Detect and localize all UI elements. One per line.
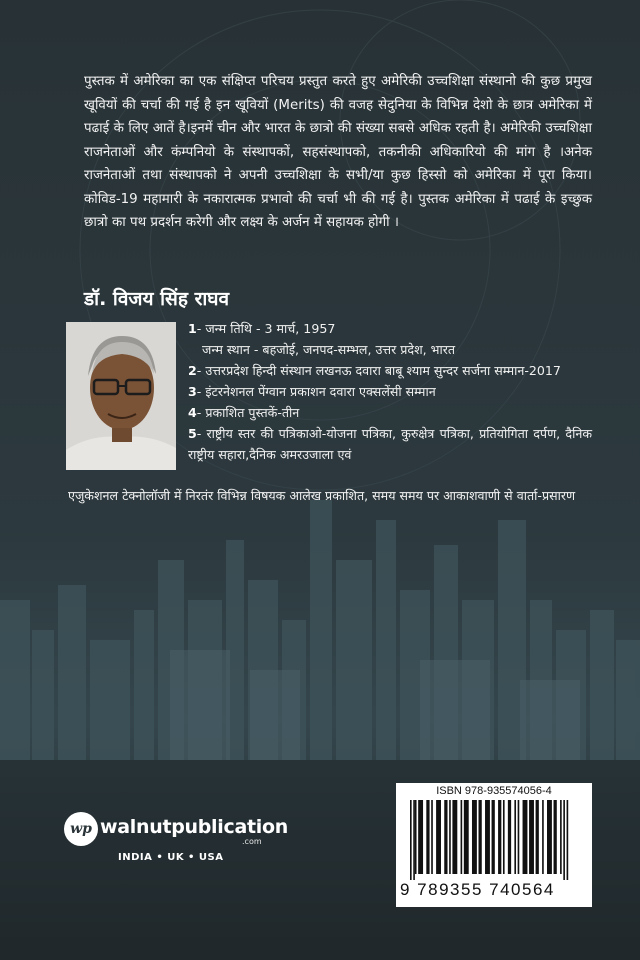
barcode-bar bbox=[461, 800, 463, 874]
author-bio-continued: एजुकेशनल टेक्नोलॉजी में निरतंर विभिन्न विषयक आलेख प्रकाशित, समय समय पर आकाशवाणी से वार्ता-प्रसारण bbox=[68, 488, 576, 503]
barcode-digits: 9 789355 740564 bbox=[400, 880, 555, 899]
barcode-bar bbox=[415, 800, 417, 874]
barcode-bar bbox=[492, 800, 495, 874]
publisher-regions: INDIA • UK • USA bbox=[118, 852, 224, 863]
barcode-bar bbox=[464, 800, 469, 874]
barcode-bar bbox=[547, 800, 552, 874]
barcode-bar bbox=[431, 800, 433, 874]
barcode-bar bbox=[436, 800, 441, 874]
bio-item: 2- उत्तरप्रदेश हिन्दी संस्थान लखनऊ दवारा बाबू श्याम सुन्दर सर्जना सम्मान-2017 bbox=[188, 363, 561, 378]
isbn-label: ISBN 978-935574056-4 bbox=[436, 785, 552, 797]
barcode-bar bbox=[485, 800, 490, 874]
barcode-bar bbox=[560, 800, 562, 874]
barcode-guard-bar bbox=[413, 800, 415, 880]
barcode-bar bbox=[479, 800, 482, 874]
barcode-guard-bar bbox=[410, 800, 412, 880]
bio-item: 5- राष्ट्रीय स्तर की पत्रिकाओ-योजना पत्रिका, कुरुक्षेत्र पत्रिका, प्रतियोगिता दर्पण, दैनिक राष्ट्रीय सहारा,दैनिक अमरउजाला एवं bbox=[188, 426, 592, 462]
isbn-barcode bbox=[396, 783, 592, 907]
barcode-bar bbox=[518, 800, 520, 874]
barcode-bar bbox=[554, 800, 557, 874]
barcode-bar bbox=[418, 800, 423, 874]
bio-item: 4- प्रकाशित पुस्तकें-तीन bbox=[188, 405, 300, 420]
walnut-logo-icon: wp bbox=[64, 812, 98, 846]
author-photo bbox=[66, 322, 176, 470]
barcode-bar bbox=[449, 800, 451, 874]
barcode-guard-bar bbox=[563, 800, 565, 880]
barcode-bar bbox=[514, 800, 516, 874]
barcode-bar bbox=[472, 800, 477, 874]
barcode-bar bbox=[542, 800, 544, 874]
barcode-bar bbox=[503, 800, 505, 874]
bio-item: 3- इंटरनेशनल पेंग्वान प्रकाशन दवारा एक्सलेंसी सम्मान bbox=[188, 384, 436, 399]
publisher-domain: .com bbox=[242, 837, 262, 846]
barcode-bar bbox=[452, 800, 457, 874]
book-description: पुस्तक में अमेरिका का एक संक्षिप्त परिचय प्रस्तुत करते हुए अमेरिकी उच्चशिक्षा संस्थानो की कुछ प्रमुख खूवियों की चर्चा की गई है इन खूवियों (Merits) की वजह सेदुनिया के विभिन्न देशो के छात्र अमेरिका में पढाई के लिए आतें है।इनमें चीन और भारत के छात्रो की संख्या सबसे अधिक रहती है। अमेरिकी उच्चशिक्षा राजनेताओं और कंम्पनियो के संस्थापकों, सहसंस्थापको, तकनीकी अधिकारियो की मांग है ।अनेक राजनेताओं तथा संस्थापको ने अपनी उच्चशिक्षा के सभी/या कुछ हिस्सो को अमेरिका में पूरा किया। कोविड-19 महामारी के नकारात्मक प्रभावो की चर्चा भी की गई है। पुस्तक अमेरिका में पढाई के इच्छुक छात्रो का पथ प्रदर्शन करेगी और लक्ष्य के अर्जन में सहायक होगी । bbox=[84, 74, 592, 230]
barcode-bar bbox=[529, 800, 534, 874]
bio-item: जन्म स्थान - बहजोई, जनपद-सम्भल, उत्तर प्रदेश, भारत bbox=[202, 342, 456, 357]
author-name: डॉ. विजय सिंह राघव bbox=[84, 288, 230, 310]
barcode-bar bbox=[426, 800, 429, 874]
barcode-bar bbox=[536, 800, 539, 874]
bio-item: 1- जन्म तिथि - 3 मार्च, 1957 bbox=[188, 321, 336, 336]
barcode-bar bbox=[498, 800, 501, 874]
barcode-bars bbox=[406, 800, 582, 880]
barcode-bar bbox=[444, 800, 447, 874]
publisher-name: walnutpublication bbox=[100, 816, 288, 838]
barcode-bar bbox=[508, 800, 511, 874]
barcode-guard-bar bbox=[567, 800, 569, 880]
barcode-bar bbox=[523, 800, 528, 874]
author-portrait bbox=[66, 322, 176, 470]
author-bio bbox=[188, 318, 592, 465]
publisher-logo bbox=[64, 812, 294, 872]
